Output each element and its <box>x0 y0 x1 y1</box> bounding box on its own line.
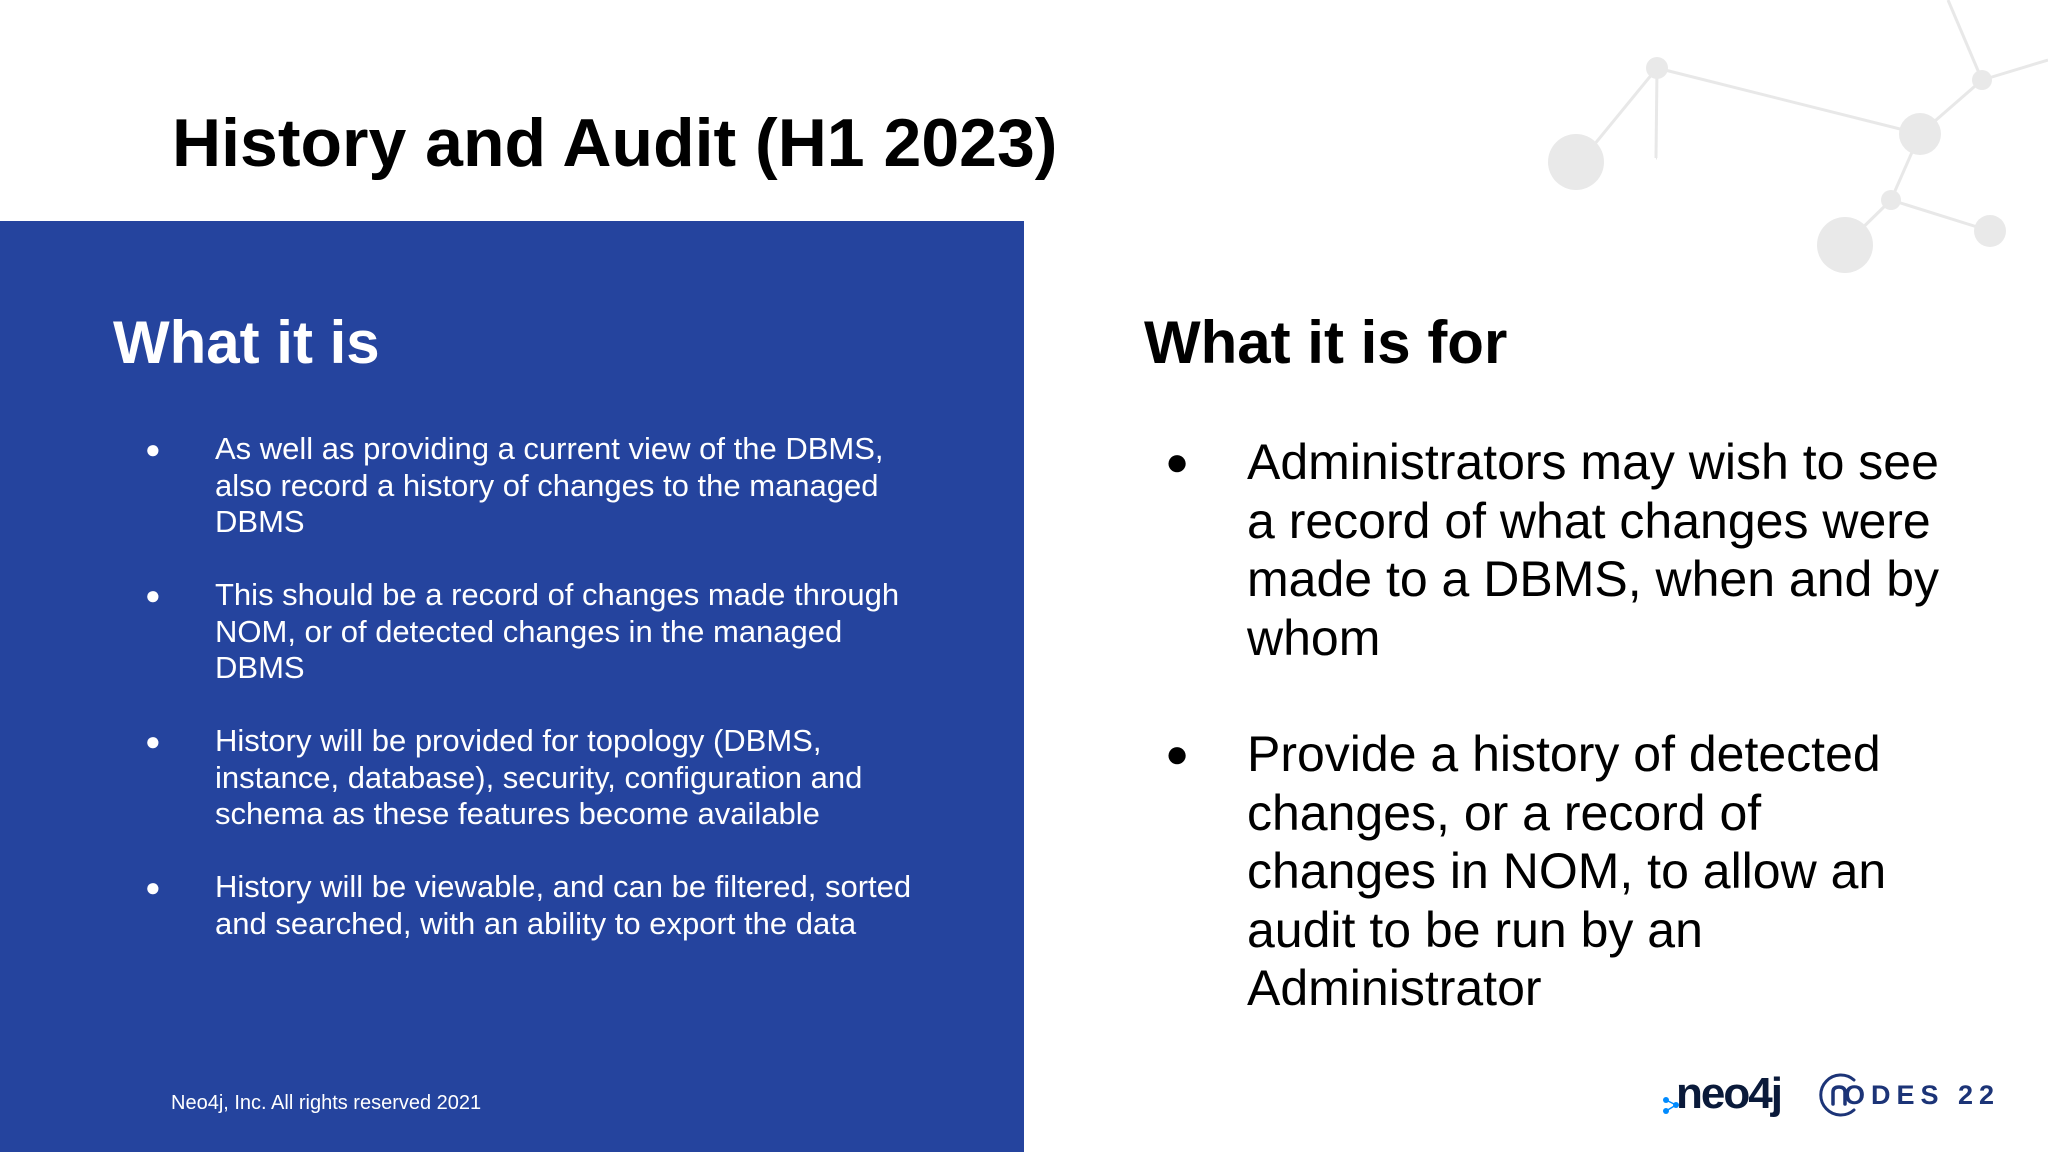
bullet-text: History will be viewable, and can be filtered, sorted and searched, with an ability to export the data <box>215 869 912 941</box>
list-item <box>1165 725 1947 1018</box>
network-graph-decoration <box>1500 0 2048 290</box>
network-node-circle <box>1881 190 1901 210</box>
neo4j-logo-text: neo4j <box>1676 1069 1781 1118</box>
slide-title: History and Audit (H1 2023) <box>172 105 1058 181</box>
bullet-text: As well as providing a current view of the DBMS, also record a history of changes to the managed DBMS <box>215 431 884 539</box>
left-heading: What it is <box>113 309 380 376</box>
bullet-icon: ● <box>145 872 161 902</box>
network-node-circle <box>1899 113 1941 155</box>
copyright-footer: Neo4j, Inc. All rights reserved 2021 <box>171 1092 482 1114</box>
network-node-circle <box>1972 70 1992 90</box>
bullet-icon: ● <box>1165 440 1190 484</box>
network-node-circle <box>1646 57 1668 79</box>
bullet-icon: ● <box>145 726 161 756</box>
list-item <box>1165 433 1947 667</box>
bullet-text: History will be provided for topology (DBMS, instance, database), security, configuration and schema as these features become available <box>215 723 863 831</box>
network-node-circle <box>1548 134 1604 190</box>
network-node-circle <box>1974 215 2006 247</box>
network-node-circle <box>1817 217 1873 273</box>
bullet-icon: ● <box>145 580 161 610</box>
right-heading: What it is for <box>1144 309 1508 376</box>
bullet-text: This should be a record of changes made through NOM, or of detected changes in the managed DBMS <box>215 577 900 685</box>
bullet-icon: ● <box>145 434 161 464</box>
right-bullet-list <box>0 433 2048 1076</box>
bullet-text: Administrators may wish to see a record of what changes were made to a DBMS, when and by whom <box>1247 434 1940 666</box>
neo4j-logo <box>1662 1068 1792 1120</box>
nodes-logo-text: ODES 22 <box>1844 1080 2001 1110</box>
bullet-icon: ● <box>1165 732 1190 776</box>
bullet-text: Provide a history of detected changes, or a record of changes in NOM, to allow an audit to be run by an Administrator <box>1247 726 1887 1016</box>
nodes-22-logo <box>1818 1070 2003 1120</box>
